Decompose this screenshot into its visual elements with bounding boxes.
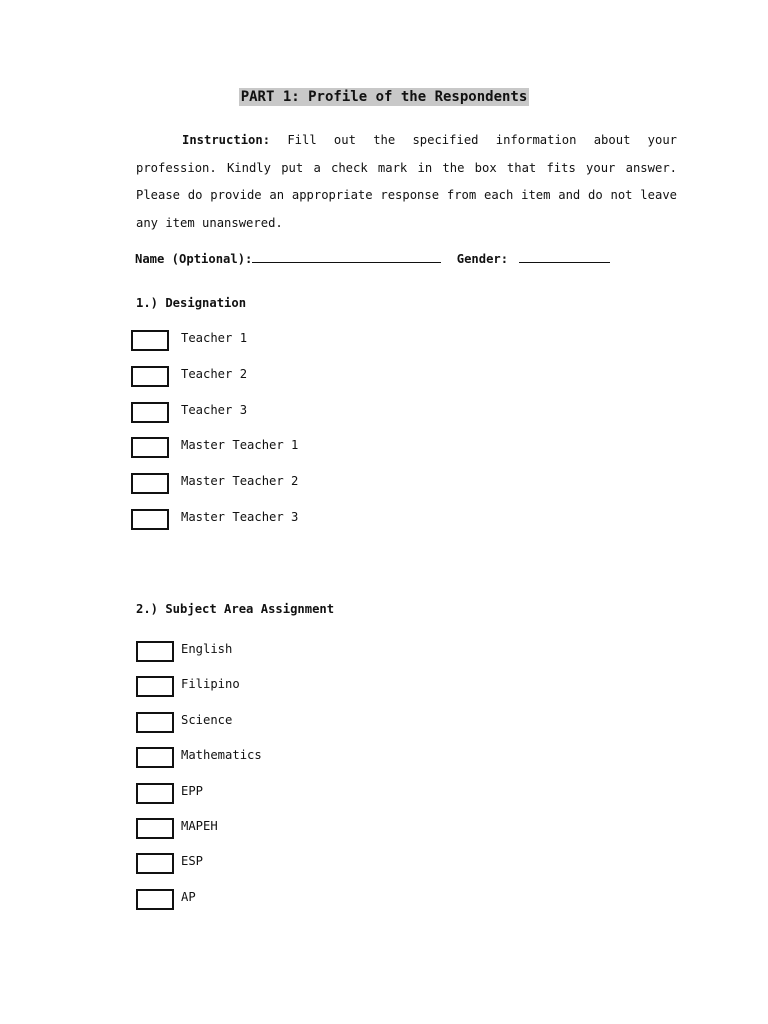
- subject-checkbox[interactable]: [136, 818, 174, 839]
- designation-option-label: Master Teacher 1: [181, 438, 299, 453]
- designation-option-label: Master Teacher 2: [181, 474, 299, 489]
- subject-option-label: English: [181, 642, 233, 656]
- designation-checkbox[interactable]: [131, 509, 169, 530]
- subject-checkbox[interactable]: [136, 853, 174, 874]
- instruction-label: Instruction:: [182, 133, 271, 147]
- gender-label: Gender:: [456, 252, 509, 266]
- designation-heading: 1.) Designation: [136, 296, 247, 310]
- name-blank[interactable]: [252, 250, 441, 263]
- subject-heading: 2.) Subject Area Assignment: [136, 602, 335, 616]
- subject-option-label: ESP: [181, 854, 204, 869]
- subject-option-label: Science: [181, 712, 233, 727]
- designation-option-label: Master Teacher 3: [181, 510, 299, 524]
- name-label: Name (Optional):: [135, 252, 253, 266]
- subject-option-label: EPP: [181, 783, 204, 798]
- designation-option-label: Teacher 1: [181, 331, 248, 345]
- subject-option-label: MAPEH: [181, 819, 218, 833]
- designation-checkbox[interactable]: [131, 437, 169, 458]
- subject-option-label: Mathematics: [181, 748, 262, 763]
- designation-checkbox[interactable]: [131, 473, 169, 494]
- page-title: [0, 89, 768, 105]
- designation-checkbox[interactable]: [131, 330, 169, 351]
- designation-option-label: Teacher 3: [181, 402, 248, 417]
- title-text: PART 1: Profile of the Respondents: [240, 89, 528, 105]
- subject-checkbox[interactable]: [136, 783, 174, 804]
- subject-checkbox[interactable]: [136, 676, 174, 697]
- subject-checkbox[interactable]: [136, 747, 174, 768]
- subject-checkbox[interactable]: [136, 641, 174, 662]
- designation-checkbox[interactable]: [131, 366, 169, 387]
- designation-option-label: Teacher 2: [181, 366, 248, 381]
- instruction-text: Fill out the specified information about your profession. Kindly put a check mark in the box that fits your answer. Please do provide an appropriate response from each item and do not leave any item unanswered.: [136, 133, 678, 230]
- subject-checkbox[interactable]: [136, 889, 174, 910]
- designation-checkbox[interactable]: [131, 402, 169, 423]
- instruction-paragraph: [136, 127, 677, 237]
- gender-blank[interactable]: [519, 250, 610, 263]
- subject-option-label: Filipino: [181, 677, 240, 692]
- subject-option-label: AP: [181, 889, 196, 904]
- respondent-info-row: [135, 250, 610, 266]
- subject-checkbox[interactable]: [136, 712, 174, 733]
